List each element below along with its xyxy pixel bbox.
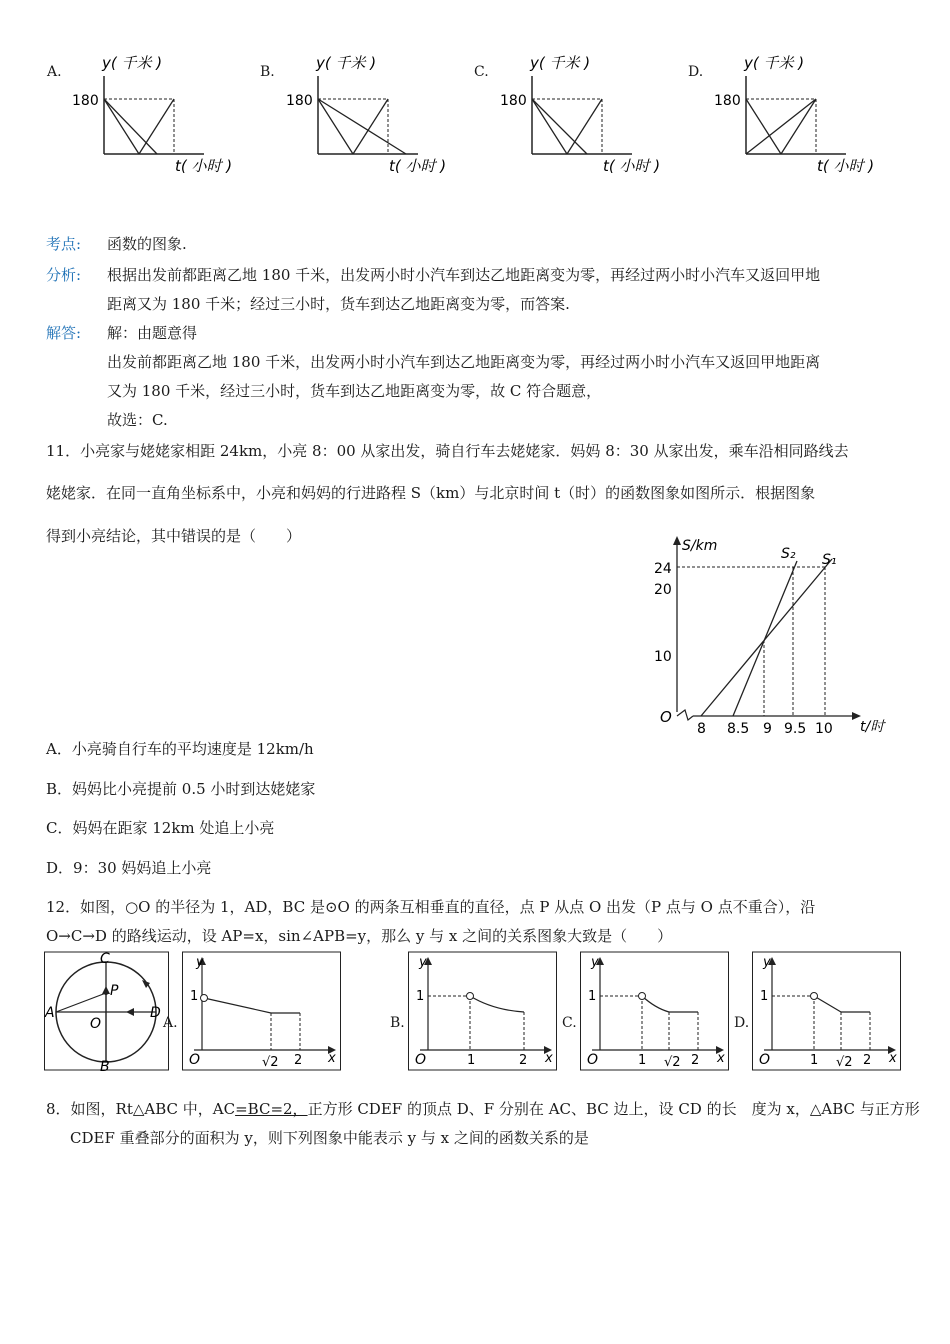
q11-xlabel: t/时 <box>860 719 885 735</box>
q11-xtick-8-5: 8.5 <box>727 721 750 737</box>
svg-text:O: O <box>759 1052 771 1068</box>
q11-s2-label: S₂ <box>781 546 796 562</box>
q12-line2: O→C→D 的路线运动，设 AP=x，sin∠APB=y，那么 y 与 x 之间的关系图象大致是（ ） <box>46 927 673 945</box>
xlabel: t( 小时 ) <box>817 157 875 175</box>
svg-text:√2: √2 <box>664 1055 681 1070</box>
top-graphs <box>0 40 950 190</box>
q12-option-b-graph <box>408 950 558 1072</box>
svg-text:x: x <box>717 1051 725 1066</box>
svg-text:1: 1 <box>638 1053 647 1068</box>
kaodian-text: 函数的图象. <box>107 235 187 253</box>
svg-text:2: 2 <box>519 1053 528 1068</box>
top-option-c-letter: C. <box>474 64 489 80</box>
svg-text:y: y <box>591 955 599 970</box>
svg-text:2: 2 <box>691 1053 700 1068</box>
q11-y-ticks <box>654 561 672 665</box>
q11-option-a: A．小亮骑自行车的平均速度是 12km/h <box>46 740 314 758</box>
q11-option-d: D．9：30 妈妈追上小亮 <box>46 859 212 877</box>
q11-guides <box>677 567 825 716</box>
svg-text:O: O <box>415 1052 427 1068</box>
q11-x-ticks <box>697 721 833 737</box>
q12-option-d-graph <box>752 950 902 1072</box>
fenxi-line2: 距离又为 180 千米；经过三小时，货车到达乙地距离变为零，而答案. <box>107 295 570 313</box>
q11-y-arrow <box>673 536 681 545</box>
q12-label-o: O <box>90 1016 102 1032</box>
top-option-a-letter: A. <box>47 64 62 80</box>
q11-axis-break <box>677 710 693 720</box>
q11-line1: 11．小亮家与姥姥家相距 24km，小亮 8：00 从家出发，骑自行车去姥姥家．妈妈 8：30 从家出发，乘车沿相同路线去 <box>46 442 849 460</box>
svg-text:O: O <box>587 1052 599 1068</box>
truck <box>104 99 157 154</box>
q8-rest1: 正方形 CDEF 的顶点 D、F 分别在 AC、BC 边上，设 CD 的长 度为 x，△ABC 与正方形 <box>307 1100 920 1118</box>
svg-text:1: 1 <box>467 1053 476 1068</box>
jieda-line4: 故选：C. <box>107 411 168 429</box>
q11-ytick-20: 20 <box>654 582 672 598</box>
fenxi-line1: 根据出发前都距离乙地 180 千米，出发两小时小汽车到达乙地距离变为零，再经过两小时小汽车又返回甲地 <box>107 266 821 284</box>
q12-label-a: A <box>45 1005 55 1021</box>
q12-circle-figure <box>44 950 169 1072</box>
q12-label-b: B <box>100 1059 110 1072</box>
jieda-line3: 又为 180 千米，经过三小时，货车到达乙地距离变为零，故 C 符合题意， <box>107 382 602 400</box>
q11-xtick-9: 9 <box>763 721 772 737</box>
svg-text:√2: √2 <box>262 1055 279 1070</box>
top-option-c-graph <box>500 46 680 176</box>
svg-text:1: 1 <box>810 1053 819 1068</box>
svg-text:1: 1 <box>190 989 199 1004</box>
q12-arrow-do <box>126 1008 134 1016</box>
svg-text:1: 1 <box>760 989 769 1004</box>
yvalue: 180 <box>72 93 99 109</box>
q12-line1: 12．如图，○O 的半径为 1，AD，BC 是⊙O 的两条互相垂直的直径，点 P 从点 O 出发（P 点与 O 点不重合），沿 <box>46 898 816 916</box>
q11-xtick-9-5: 9.5 <box>784 721 807 737</box>
q8-line1 <box>46 1099 920 1119</box>
svg-text:y: y <box>763 955 771 970</box>
top-option-b-graph <box>286 46 466 176</box>
q11-ytick-10: 10 <box>654 649 672 665</box>
q11-s1-line <box>701 559 832 716</box>
q11-line3: 得到小亮结论，其中错误的是（ ） <box>46 527 302 545</box>
svg-text:x: x <box>889 1051 897 1066</box>
top-option-b-letter: B. <box>260 64 275 80</box>
q12-line-ap <box>56 993 106 1012</box>
svg-text:2: 2 <box>294 1053 303 1068</box>
q12-label-p: P <box>110 983 119 999</box>
xlabel: t( 小时 ) <box>603 157 661 175</box>
xlabel: t( 小时 ) <box>389 157 447 175</box>
yvalue: 180 <box>714 93 741 109</box>
q11-graph <box>650 530 900 740</box>
svg-text:y: y <box>196 955 204 970</box>
q12-arrow-oc <box>102 986 110 994</box>
fenxi-label: 分析: <box>46 266 82 284</box>
q11-origin: O <box>660 708 672 726</box>
jieda-line1: 解：由题意得 <box>107 324 198 342</box>
yvalue: 180 <box>286 93 313 109</box>
q11-option-b: B．妈妈比小亮提前 0.5 小时到达姥姥家 <box>46 780 316 798</box>
q12-option-a-letter: A. <box>163 1015 178 1031</box>
jieda-label: 解答: <box>46 324 82 342</box>
q11-ylabel: S/km <box>682 538 718 554</box>
q11-s1-label: S₁ <box>822 552 837 568</box>
q12-option-c-graph <box>580 950 730 1072</box>
ylabel: y( 千米 ) <box>102 54 163 72</box>
svg-text:2: 2 <box>863 1053 872 1068</box>
svg-text:√2: √2 <box>836 1055 853 1070</box>
q11-xtick-10: 10 <box>815 721 833 737</box>
svg-text:1: 1 <box>588 989 597 1004</box>
top-option-d-letter: D. <box>688 64 704 80</box>
svg-text:x: x <box>328 1051 336 1066</box>
car-back <box>139 99 174 154</box>
svg-text:1: 1 <box>416 989 425 1004</box>
ylabel: y( 千米 ) <box>530 54 591 72</box>
q12-option-d-letter: D. <box>734 1015 750 1031</box>
q11-s2-line <box>733 561 797 716</box>
q12-label-d: D <box>150 1005 161 1021</box>
svg-text:y: y <box>419 955 427 970</box>
ylabel: y( 千米 ) <box>744 54 805 72</box>
q11-ytick-24: 24 <box>654 561 672 577</box>
car-out <box>104 99 139 154</box>
xlabel: t( 小时 ) <box>175 157 233 175</box>
q11-xtick-8: 8 <box>697 721 706 737</box>
kaodian-label: 考点: <box>46 235 82 253</box>
top-option-a-graph <box>72 46 252 176</box>
svg-text:O: O <box>189 1052 201 1068</box>
q12-option-b-letter: B. <box>390 1015 405 1031</box>
q12-label-c: C <box>100 951 110 967</box>
q11-option-c: C．妈妈在距家 12km 处追上小亮 <box>46 819 275 837</box>
q12-option-c-letter: C. <box>562 1015 577 1031</box>
jieda-line2: 出发前都距离乙地 180 千米，出发两小时小汽车到达乙地距离变为零，再经过两小时小汽车又返回甲地距离 <box>107 353 821 371</box>
top-option-d-graph <box>714 46 894 176</box>
q8-underlined: =BC=2， <box>235 1100 308 1118</box>
svg-text:x: x <box>545 1051 553 1066</box>
q8-prefix: 8．如图，Rt△ABC 中，AC <box>46 1100 236 1118</box>
yvalue: 180 <box>500 93 527 109</box>
q11-line2: 姥姥家．在同一直角坐标系中，小亮和妈妈的行进路程 S（km）与北京时间 t（时）的函数图象如图所示．根据图象 <box>46 484 816 502</box>
q12-option-a-graph <box>182 950 342 1072</box>
q8-line2: CDEF 重叠部分的面积为 y，则下列图象中能表示 y 与 x 之间的函数关系的是 <box>70 1129 589 1147</box>
ylabel: y( 千米 ) <box>316 54 377 72</box>
